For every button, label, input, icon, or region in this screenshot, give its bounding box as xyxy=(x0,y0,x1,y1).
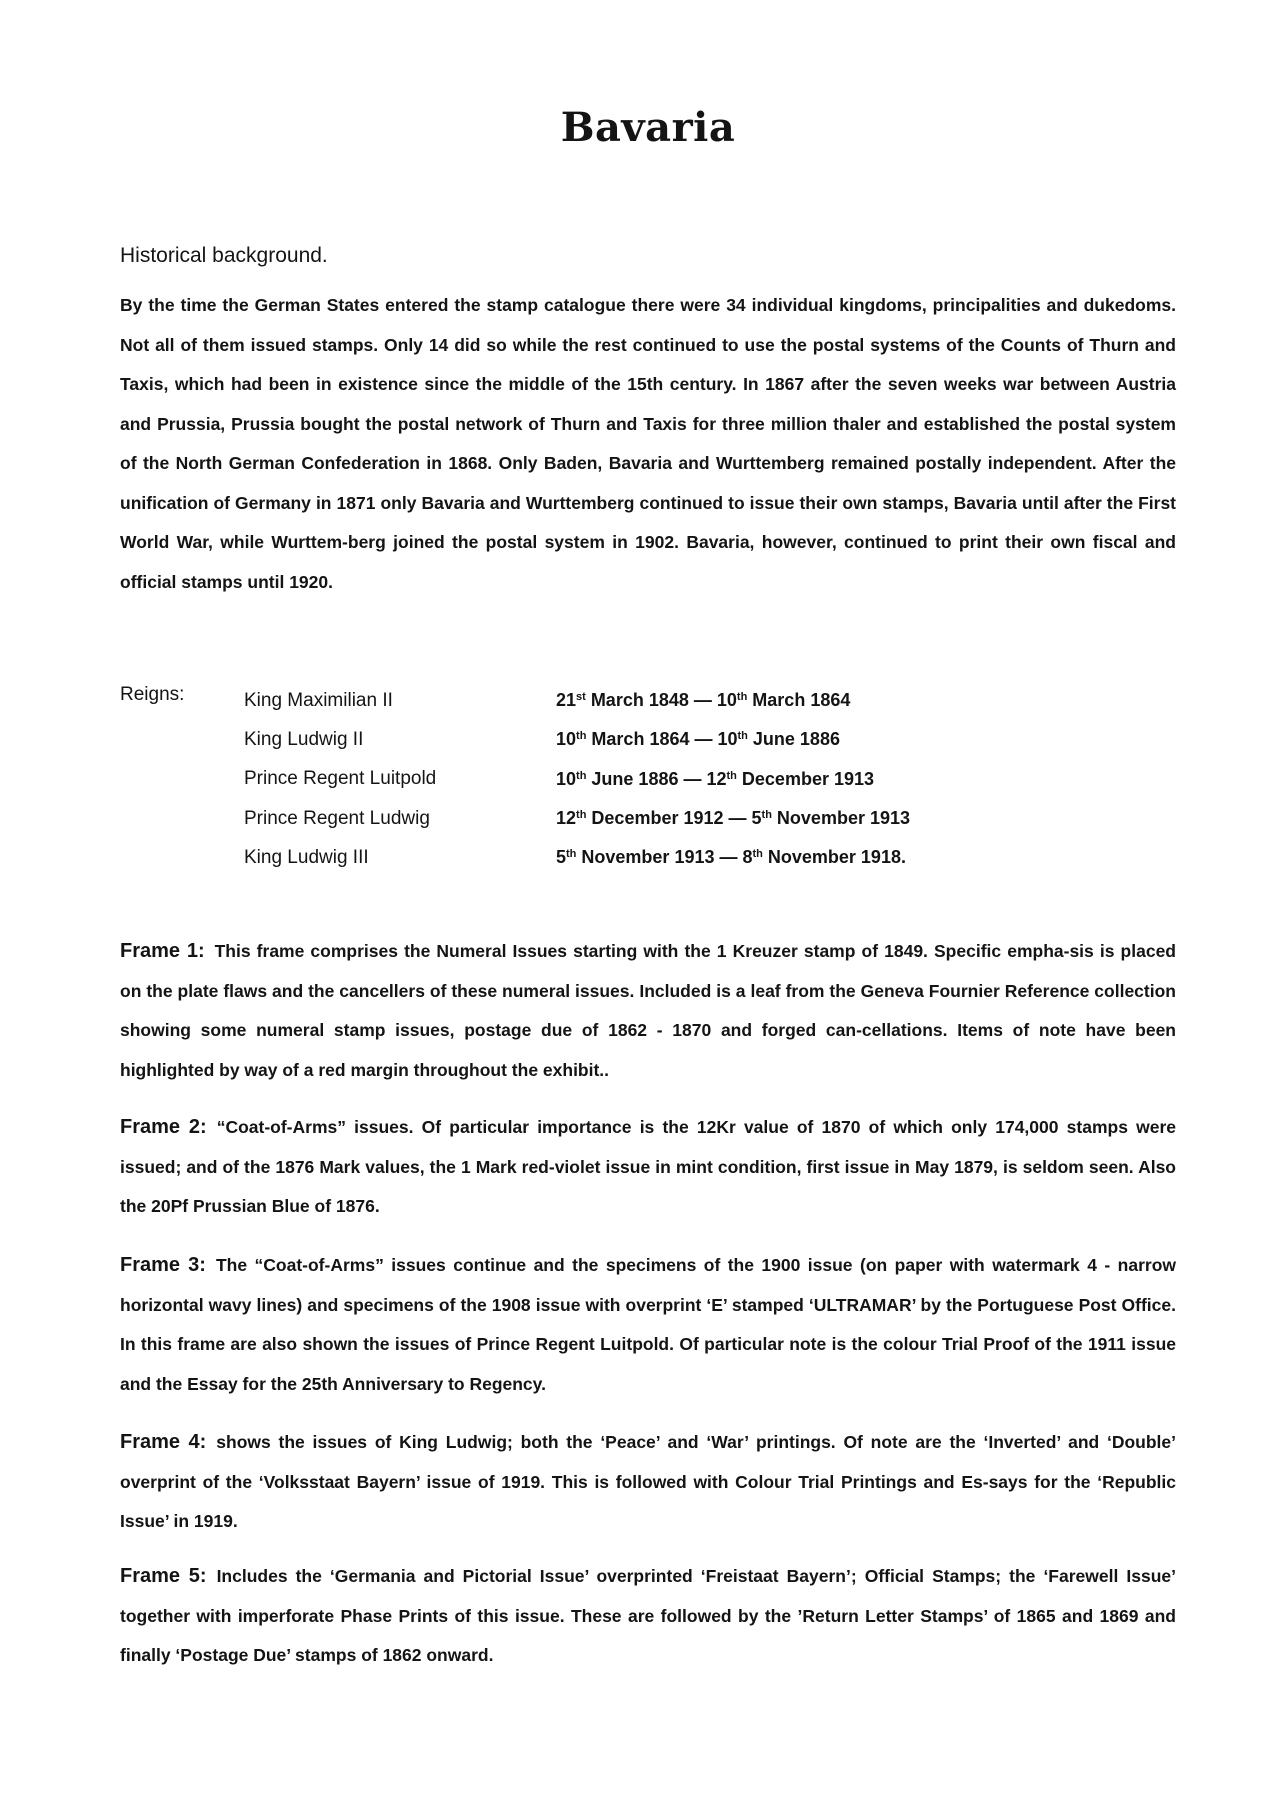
frame-text: The “Coat-of-Arms” issues continue and the specimens of the 1900 issue (on paper with watermark 4 - narrow horizontal wavy lines) and specimens of the 1908 issue with overprint ‘E’ stamped ‘ULTRAMAR’ by the Portuguese Post Office. In this frame are also shown the issues of Prince Regent Luitpold. Of particular note is the colour Trial Proof of the 1911 issue and the Essay for the 25th Anniversary to Regency. xyxy=(120,1255,1176,1394)
reign-row xyxy=(244,799,910,838)
reign-dates: 21st March 1848 — 10th March 1864 xyxy=(556,690,851,711)
reign-name: Prince Regent Ludwig xyxy=(244,807,430,829)
frame-label: Frame 4: xyxy=(120,1431,207,1453)
reign-row xyxy=(244,681,910,720)
reigns-list xyxy=(244,681,910,877)
frame-text: Includes the ‘Germania and Pictorial Issue’ overprinted ‘Freistaat Bayern’; Official Stamps; the ‘Farewell Issue’ together with imperforate Phase Prints of this issue. These are followed by the ’Return Letter Stamps’ of 1865 and 1869 and finally ‘Postage Due’ stamps of 1862 onward. xyxy=(120,1566,1177,1665)
reign-dates: 10th March 1864 — 10th June 1886 xyxy=(556,729,840,750)
frame-3-paragraph xyxy=(120,1246,1176,1404)
reign-row xyxy=(244,838,910,877)
frame-text: “Coat-of-Arms” issues. Of particular importance is the 12Kr value of 1870 of which only 174,000 stamps were issued; and of the 1876 Mark values, the 1 Mark red-violet issue in mint condition, first issue in May 1879, is seldom seen. Also the 20Pf Prussian Blue of 1876. xyxy=(120,1117,1176,1216)
reign-dates: 12th December 1912 — 5th November 1913 xyxy=(556,808,910,829)
reign-name: King Ludwig III xyxy=(244,846,369,868)
reign-dates: 10th June 1886 — 12th December 1913 xyxy=(556,768,874,789)
historical-heading: Historical background. xyxy=(120,244,328,267)
frame-text: shows the issues of King Ludwig; both the ‘Peace’ and ‘War’ printings. Of note are the ‘Inverted’ and ‘Double’ overprint of the ‘Volksstaat Bayern’ issue of 1919. This is followed with Colour Trial Printings and Es-says for the ‘Republic Issue’ in 1919. xyxy=(120,1432,1176,1531)
frame-label: Frame 5: xyxy=(120,1565,207,1587)
frame-5-paragraph xyxy=(120,1557,1176,1676)
frame-label: Frame 2: xyxy=(120,1116,207,1138)
reign-row xyxy=(244,760,910,799)
frame-2-paragraph xyxy=(120,1108,1176,1227)
reign-row xyxy=(244,720,910,759)
reign-name: King Ludwig II xyxy=(244,728,364,750)
frame-4-paragraph xyxy=(120,1423,1176,1542)
reigns-label: Reigns: xyxy=(120,684,185,705)
page-title: Bavaria xyxy=(560,104,736,151)
frame-text: This frame comprises the Numeral Issues starting with the 1 Kreuzer stamp of 1849. Specific empha-sis is placed on the plate flaws and the cancellers of these numeral issues. Included is a leaf from the Geneva Fournier Reference collection showing some numeral stamp issues, postage due of 1862 - 1870 and forged can-cellations. Items of note have been highlighted by way of a red margin throughout the exhibit.. xyxy=(120,941,1176,1080)
reign-dates: 5th November 1913 — 8th November 1918. xyxy=(556,847,906,868)
frame-label: Frame 3: xyxy=(120,1254,206,1276)
frame-1-paragraph xyxy=(120,932,1176,1090)
historical-paragraph: By the time the German States entered the stamp catalogue there were 34 individual kingdoms, principalities and dukedoms. Not all of them issued stamps. Only 14 did so while the rest continued to use the postal systems of the Counts of Thurn and Taxis, which had been in existence since the middle of the 15th century. In 1867 after the seven weeks war between Austria and Prussia, Prussia bought the postal network of Thurn and Taxis for three million thaler and established the postal system of the North German Confederation in 1868. Only Baden, Bavaria and Wurttemberg remained postally independent. After the unification of Germany in 1871 only Bavaria and Wurttemberg continued to issue their own stamps, Bavaria until after the First World War, while Wurttem-berg joined the postal system in 1902. Bavaria, however, continued to print their own fiscal and official stamps until 1920. xyxy=(120,295,1176,592)
frame-label: Frame 1: xyxy=(120,940,205,962)
reign-name: Prince Regent Luitpold xyxy=(244,768,437,790)
reign-name: King Maximilian II xyxy=(244,689,393,711)
